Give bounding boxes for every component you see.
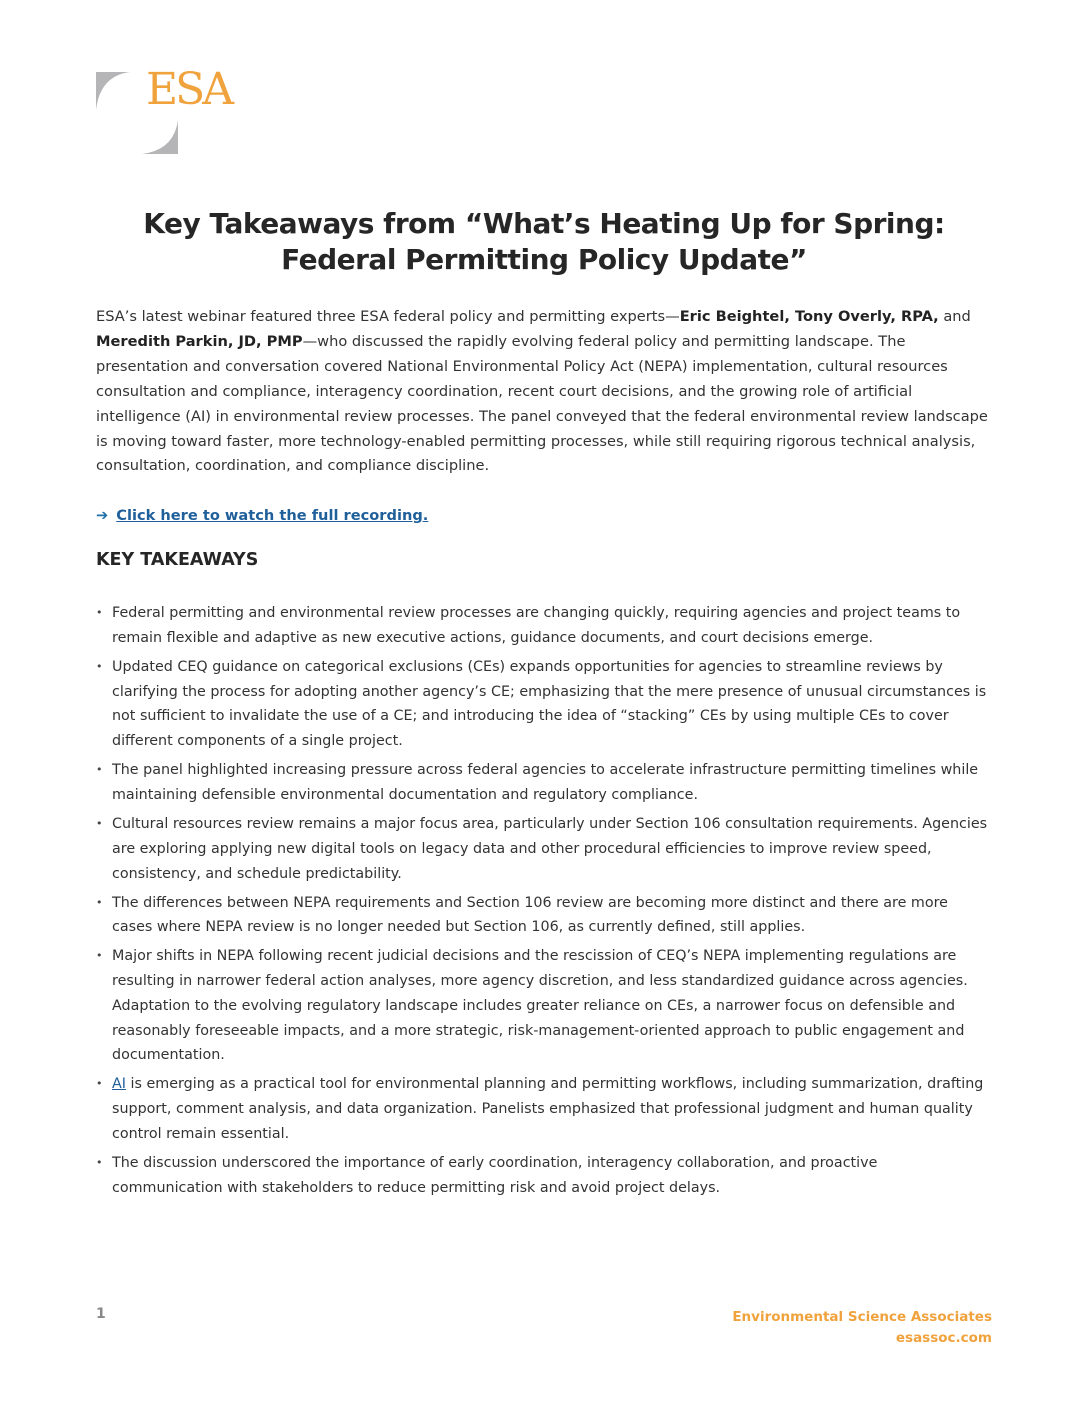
- list-item-text: The differences between NEPA requirements and Section 106 review are becoming more distinct and there are more cases where NEPA review is no longer needed but Section 106, as currently defined, still applies.: [112, 894, 948, 936]
- list-item-text: The discussion underscored the importance of early coordination, interagency collaboration, and proactive communication with stakeholders to reduce permitting risk and avoid project delays.: [112, 1155, 878, 1196]
- section-heading: KEY TAKEAWAYS: [96, 550, 259, 570]
- speakers-first: Eric Beightel, Tony Overly, RPA,: [679, 308, 939, 325]
- esa-logo: [96, 64, 246, 160]
- list-item: [96, 601, 992, 651]
- bullet-icon: •: [96, 606, 103, 619]
- footer: [732, 1307, 992, 1349]
- bullet-icon: •: [96, 1077, 103, 1091]
- page-title: Key Takeaways from “What’s Heating Up for Spring: Federal Permitting Policy Update”: [143, 207, 945, 276]
- list-item-text: is emerging as a practical tool for environmental planning and permitting workflows, including summarization, drafting support, comment analysis, and data organization. Panelists emphasized that professional judgment and human quality control remain essential.: [112, 1076, 984, 1143]
- bullet-icon: •: [96, 949, 103, 963]
- list-item: [96, 758, 992, 808]
- arrow-right-icon: ➔: [96, 507, 109, 524]
- list-item: [96, 944, 992, 1068]
- bullet-icon: •: [96, 763, 103, 777]
- list-item: [96, 655, 992, 754]
- footer-org-name: Environmental Science Associates: [732, 1309, 992, 1325]
- list-item-text: Updated CEQ guidance on categorical exclusions (CEs) expands opportunities for agencies to streamline reviews by clarifying the process for adopting another agency’s CE; emphasizing that the mere presence of unusual circumstances is not sufficient to invalidate the use of a CE; and introducing the idea of “stacking” CEs by using multiple CEs to cover different components of a single project.: [112, 658, 987, 750]
- bullet-icon: •: [96, 1156, 103, 1170]
- takeaways-list: [96, 601, 992, 1205]
- intro-and: and: [938, 308, 971, 325]
- intro-text-continued: —who discussed the rapidly evolving federal policy and permitting landscape. The presentation and conversation covered National Environmental Policy Act (NEPA) implementation, cultural resources consultation and compliance, interagency coordination, recent court decisions, and the growing role of artificial intelligence (AI) in environmental review processes. The panel conveyed that the federal environmental review landscape is moving toward faster, more technology-enabled permitting processes, while still requiring rigorous technical analysis, consultation, coordination, and compliance discipline.: [96, 332, 988, 475]
- list-item: [96, 891, 992, 941]
- bullet-icon: •: [96, 895, 103, 909]
- intro-text: ESA’s latest webinar featured three ESA federal policy and permitting experts—: [96, 308, 680, 325]
- intro-paragraph: [96, 305, 992, 479]
- logo-text: ESA: [146, 64, 232, 115]
- page-number: 1: [96, 1306, 106, 1322]
- speakers-second: Meredith Parkin, JD, PMP: [96, 332, 303, 350]
- watch-recording: [96, 504, 428, 528]
- list-item-text: Cultural resources review remains a major focus area, particularly under Section 106 consultation requirements. Agencies are exploring applying new digital tools on legacy data and other procedural efficiencies to improve review speed, consistency, and schedule predictability.: [112, 815, 988, 882]
- list-item: [96, 1151, 992, 1201]
- list-item-text: Federal permitting and environmental review processes are changing quickly, requiring agencies and project teams to remain flexible and adaptive as new executive actions, guidance documents, and court decisions emerge.: [112, 605, 961, 646]
- list-item-text: Major shifts in NEPA following recent judicial decisions and the rescission of CEQ’s NEPA implementing regulations are resulting in narrower federal action analyses, more agency discretion, and less standardized guidance across agencies. Adaptation to the evolving regulatory landscape includes greater reliance on CEs, a narrower focus on defensible and reasonably foreseeable impacts, and a more strategic, risk-management-oriented approach to public engagement and documentation.: [112, 948, 968, 1064]
- footer-website: esassoc.com: [895, 1330, 992, 1346]
- ai-link[interactable]: AI: [112, 1076, 126, 1093]
- list-item-text: The panel highlighted increasing pressure across federal agencies to accelerate infrastructure permitting timelines while maintaining defensible environmental documentation and regulatory compliance.: [112, 762, 979, 803]
- bullet-icon: •: [96, 816, 103, 830]
- watch-recording-link[interactable]: Click here to watch the full recording.: [116, 507, 429, 524]
- list-item: [96, 812, 992, 886]
- list-item: [96, 1072, 992, 1146]
- bullet-icon: •: [96, 659, 103, 673]
